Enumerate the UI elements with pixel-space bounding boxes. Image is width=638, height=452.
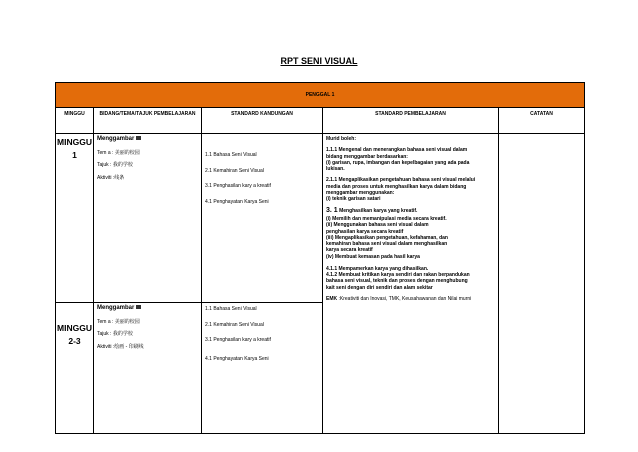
tema-text: Tem a : 美丽的校园 — [97, 149, 140, 156]
standard-item: 1.1 Bahasa Seni Visual — [205, 152, 257, 158]
sp-text: 4.1.1 Mempamerkan karya yang dihasilkan. — [326, 265, 429, 272]
tajuk-text: Tajuk : 我的学校 — [97, 162, 133, 169]
standard-kandungan-cell — [202, 134, 323, 303]
penggal-band: PENGGAL 1 — [56, 83, 585, 108]
sp-text: (ii) Menggunakan bahasa seni visual dalam — [326, 222, 429, 229]
standard-item: 4.1 Penghayatan Karya Seni — [205, 355, 269, 362]
week-number: 2-3 — [68, 336, 81, 346]
standard-item: 4.1 Penghayatan Karya Seni — [205, 198, 269, 205]
sp-text: (iv) Membuat kemasan pada hasil karya — [326, 253, 420, 260]
image-icon — [136, 305, 141, 309]
page-title: RPT SENI VISUAL — [280, 56, 358, 66]
sp-text: kait seni dengan diri sendiri dan alam sekitar — [326, 284, 433, 291]
sp-text: (i) teknik garisan satari — [326, 196, 381, 202]
standard-item: 2.1 Kemahiran Seni Visual — [205, 321, 264, 328]
bidang-title: Menggambar — [97, 136, 135, 142]
bidang-cell — [94, 303, 202, 434]
week-cell — [56, 303, 94, 434]
aktiviti-text: Aktiviti :线条 — [97, 174, 125, 181]
sp-text: 4.1.2 Membuat kritikan karya sendiri dan rakan berpandukan — [326, 272, 470, 278]
sp-number: 3. 1 — [326, 207, 338, 215]
header-standard-pembelajaran: STANDARD PEMBELAJARAN — [323, 108, 499, 134]
sp-text: 2.1.1 Mengaplikasikan pengetahuan bahasa seni visual melalui — [326, 177, 476, 184]
emk-text: :Kreativiti dan Inovasi, TMK, Keusahawanan dan Nilai murni — [337, 295, 472, 302]
standard-item: 3.1 Penghasilan kary a kreatif — [205, 337, 271, 343]
sp-text: kemahiran bahasa seni visual dalam menghasilkan — [326, 241, 448, 247]
header-minggu: MINGGU — [56, 108, 94, 134]
sp-text: media dan proses untuk menghasilkan karya dalam bidang — [326, 183, 467, 190]
week-label: MINGGU — [57, 137, 92, 147]
standard-item: 3.1 Penghasilan kary a kreatif — [205, 183, 271, 189]
week-number: 1 — [72, 150, 77, 160]
week-cell — [56, 134, 94, 303]
sp-text: (iii) Mengaplikasikan pengetahuan, kefahaman, dan — [326, 234, 448, 241]
table-row — [56, 134, 585, 303]
bidang-title: Menggambar — [97, 305, 135, 311]
standard-item: 1.1 Bahasa Seni Visual — [205, 306, 257, 312]
sp-text: (i) garisan, rupa, imbangan dan kepelbagaian yang ada pada — [326, 159, 470, 166]
image-icon — [136, 136, 141, 140]
header-bidang: BIDANG/TEMA/TAJUK PEMBELAJARAN — [94, 108, 202, 134]
sp-text: bidang menggambar berdasarkan: — [326, 153, 408, 160]
sp-text: 1.1.1 Mengenal dan menerangkan bahasa seni visual dalam — [326, 147, 468, 154]
tajuk-text: Tajuk : 我的学校 — [97, 331, 133, 338]
sp-text: bahasa seni visual, teknik dan proses dengan menghubung — [326, 278, 468, 285]
rpt-table — [55, 82, 585, 434]
header-catatan: CATATAN — [499, 108, 585, 134]
sp-text: Menghasilkan karya yang kreatif. — [337, 208, 418, 215]
week-label: MINGGU — [57, 323, 92, 333]
sp-text: (i) Memilih dan memanipulasi media secara kreatif. — [326, 216, 447, 222]
standard-item: 2.1 Kemahiran Seni Visual — [205, 167, 264, 174]
emk-label: EMK — [326, 295, 338, 302]
sp-text: menggambar menggunakan: — [326, 189, 395, 196]
standard-kandungan-cell — [202, 303, 323, 434]
sp-text: penghasilan karya secara kreatif — [326, 228, 404, 235]
murid-text: Murid boleh: — [326, 136, 356, 142]
catatan-cell — [499, 134, 585, 434]
tema-text: Tem a : 美丽的校园 — [97, 318, 140, 325]
header-standard-kandungan: STANDARD KANDUNGAN — [202, 108, 323, 134]
aktiviti-text: Aktiviti :绘画 - 印刷线 — [97, 343, 144, 350]
sp-text: lukisan. — [326, 166, 345, 172]
sp-text: karya secara kreatif — [326, 247, 373, 254]
bidang-cell — [94, 134, 202, 303]
standard-pembelajaran-cell — [323, 134, 499, 434]
